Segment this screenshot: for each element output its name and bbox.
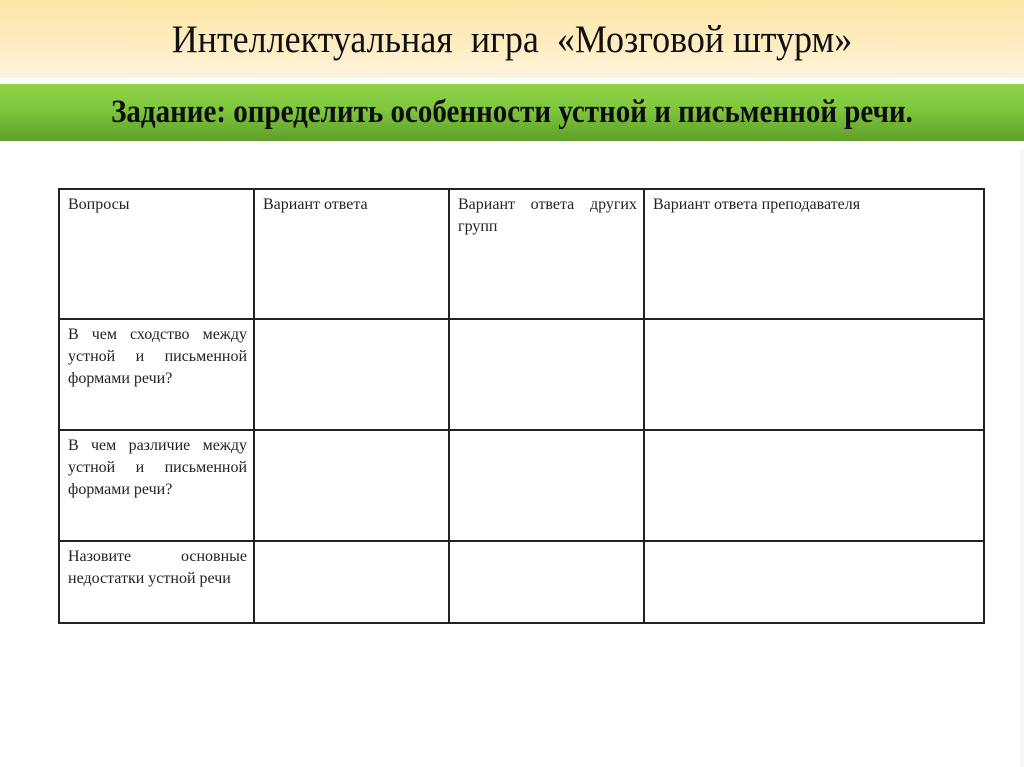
slide-title: Интеллектуальная игра «Мозговой штурм» (171, 17, 853, 61)
other-groups-cell[interactable] (449, 319, 644, 430)
slide-edge (1020, 150, 1024, 767)
table-row (59, 319, 984, 430)
questions-table (58, 188, 985, 624)
teacher-cell[interactable] (644, 430, 984, 541)
other-groups-cell[interactable] (449, 541, 644, 623)
header-other-groups: Вариант ответа других групп (449, 189, 644, 319)
task-banner (0, 84, 1024, 141)
task-statement: Задание: определить особенности устной и письменной речи. (111, 94, 913, 130)
question-cell: Назовите основные недостатки устной речи (59, 541, 254, 623)
question-cell: В чем различие между устной и письменной формами речи? (59, 430, 254, 541)
title-banner (0, 0, 1024, 78)
table-row (59, 430, 984, 541)
answer-cell[interactable] (254, 541, 449, 623)
teacher-cell[interactable] (644, 541, 984, 623)
question-cell: В чем сходство между устной и письменной формами речи? (59, 319, 254, 430)
table-row (59, 541, 984, 623)
header-teacher: Вариант ответа преподавателя (644, 189, 984, 319)
header-questions: Вопросы (59, 189, 254, 319)
answer-cell[interactable] (254, 319, 449, 430)
answer-cell[interactable] (254, 430, 449, 541)
other-groups-cell[interactable] (449, 430, 644, 541)
header-answer: Вариант ответа (254, 189, 449, 319)
teacher-cell[interactable] (644, 319, 984, 430)
table-header-row (59, 189, 984, 319)
